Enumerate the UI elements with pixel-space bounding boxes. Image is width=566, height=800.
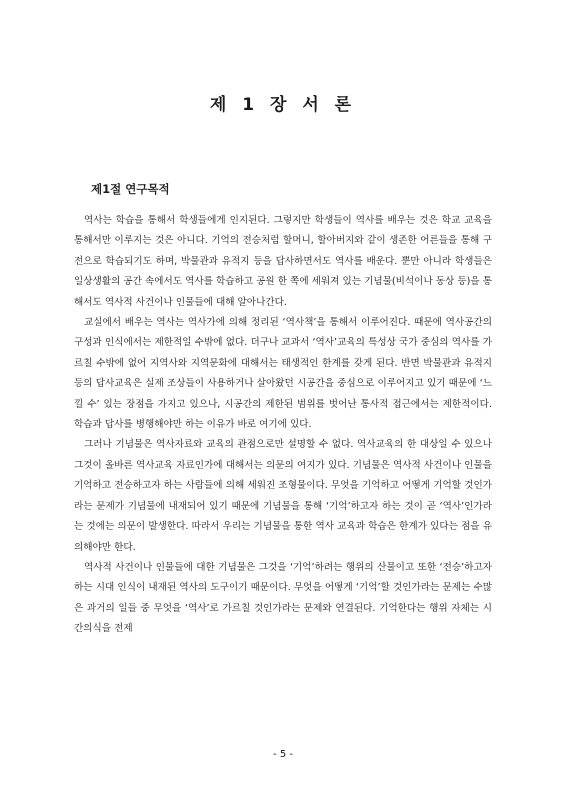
section-title: 제1절 연구목적 [91,182,170,196]
paragraph-3: 그러나 기념물은 역사자료와 교육의 관점으로만 설명할 수 없다. 역사교육의 한 대상일 수 있으나 그것이 올바른 역사교육 자료인가에 대해서는 의문의 여지가 있다. 기념물은 역사적 사건이나 인물을 기억하고 전승하고자 하는 사람들에 의해 세워진 조형물이다. 무엇을 기억하고 어떻게 기억할 것인가라는 문제가 기념물에 내재되어 있기 때문에 기념물을 통해 ‘기억’하고자 하는 것이 곧 ‘역사’인가라는 것에는 의문이 발생한다. 따라서 우리는 기념물을 통한 역사 교육과 학습은 한계가 있다는 점을 유의해야만 한다. [74,439,492,553]
body-text [74,211,492,640]
paragraph-1: 역사는 학습을 통해서 학생들에게 인지된다. 그렇지만 학생들이 역사를 배우는 것은 학교 교육을 통해서만 이루지는 것은 아니다. 기억의 전승처럼 할머니, 할아버지와 같이 생존한 어른들을 통해 구전으로 학습되기도 하며, 박물관과 유적지 등을 답사하면서도 역사를 배운다. 뿐만 아니라 학생들은 일상생활의 공간 속에서도 역사를 학습하고 공원 한 쪽에 세워져 있는 기념물(비석이나 동상 등)을 통해서도 역사적 사건이나 인물들에 대해 알아나간다. [74,215,492,308]
paragraph-4: 역사적 사건이나 인물들에 대한 기념물은 그것을 ‘기억’하려는 행위의 산물이고 또한 ‘전승’하고자 하는 시대 인식이 내재된 역사의 도구이기 때문이다. 무엇을 어떻게 ‘기억’할 것인가라는 문제는 수많은 과거의 일들 중 무엇을 ‘역사’로 가르칠 것인가라는 문제와 연결된다. 기억한다는 행위 자체는 시간의식을 전제 [74,561,492,635]
page-number: - 5 - [273,749,293,760]
paragraph-2: 교실에서 배우는 역사는 역사가에 의해 정리된 ‘역사책’을 통해서 이루어진다. 때문에 역사공간의 구성과 인식에서는 제한적일 수밖에 없다. 더구나 교과서 ‘역사’교육의 특성상 국가 중심의 역사를 가르칠 수밖에 없어 지역사와 지역문화에 대해서는 태생적인 한계를 갖게 된다. 반면 박물관과 유적지 등의 답사교육은 실제 조상들이 사용하거나 살아왔던 시공간을 중심으로 이루어지고 있기 때문에 ‘느낄 수’ 있는 장점을 가지고 있으나, 시공간의 제한된 범위를 벗어난 통사적 접근에서는 제한적이다. 학습과 답사를 병행해야만 하는 이유가 바로 여기에 있다. [74,317,492,431]
chapter-title: 제 1 장 서 론 [209,95,357,115]
